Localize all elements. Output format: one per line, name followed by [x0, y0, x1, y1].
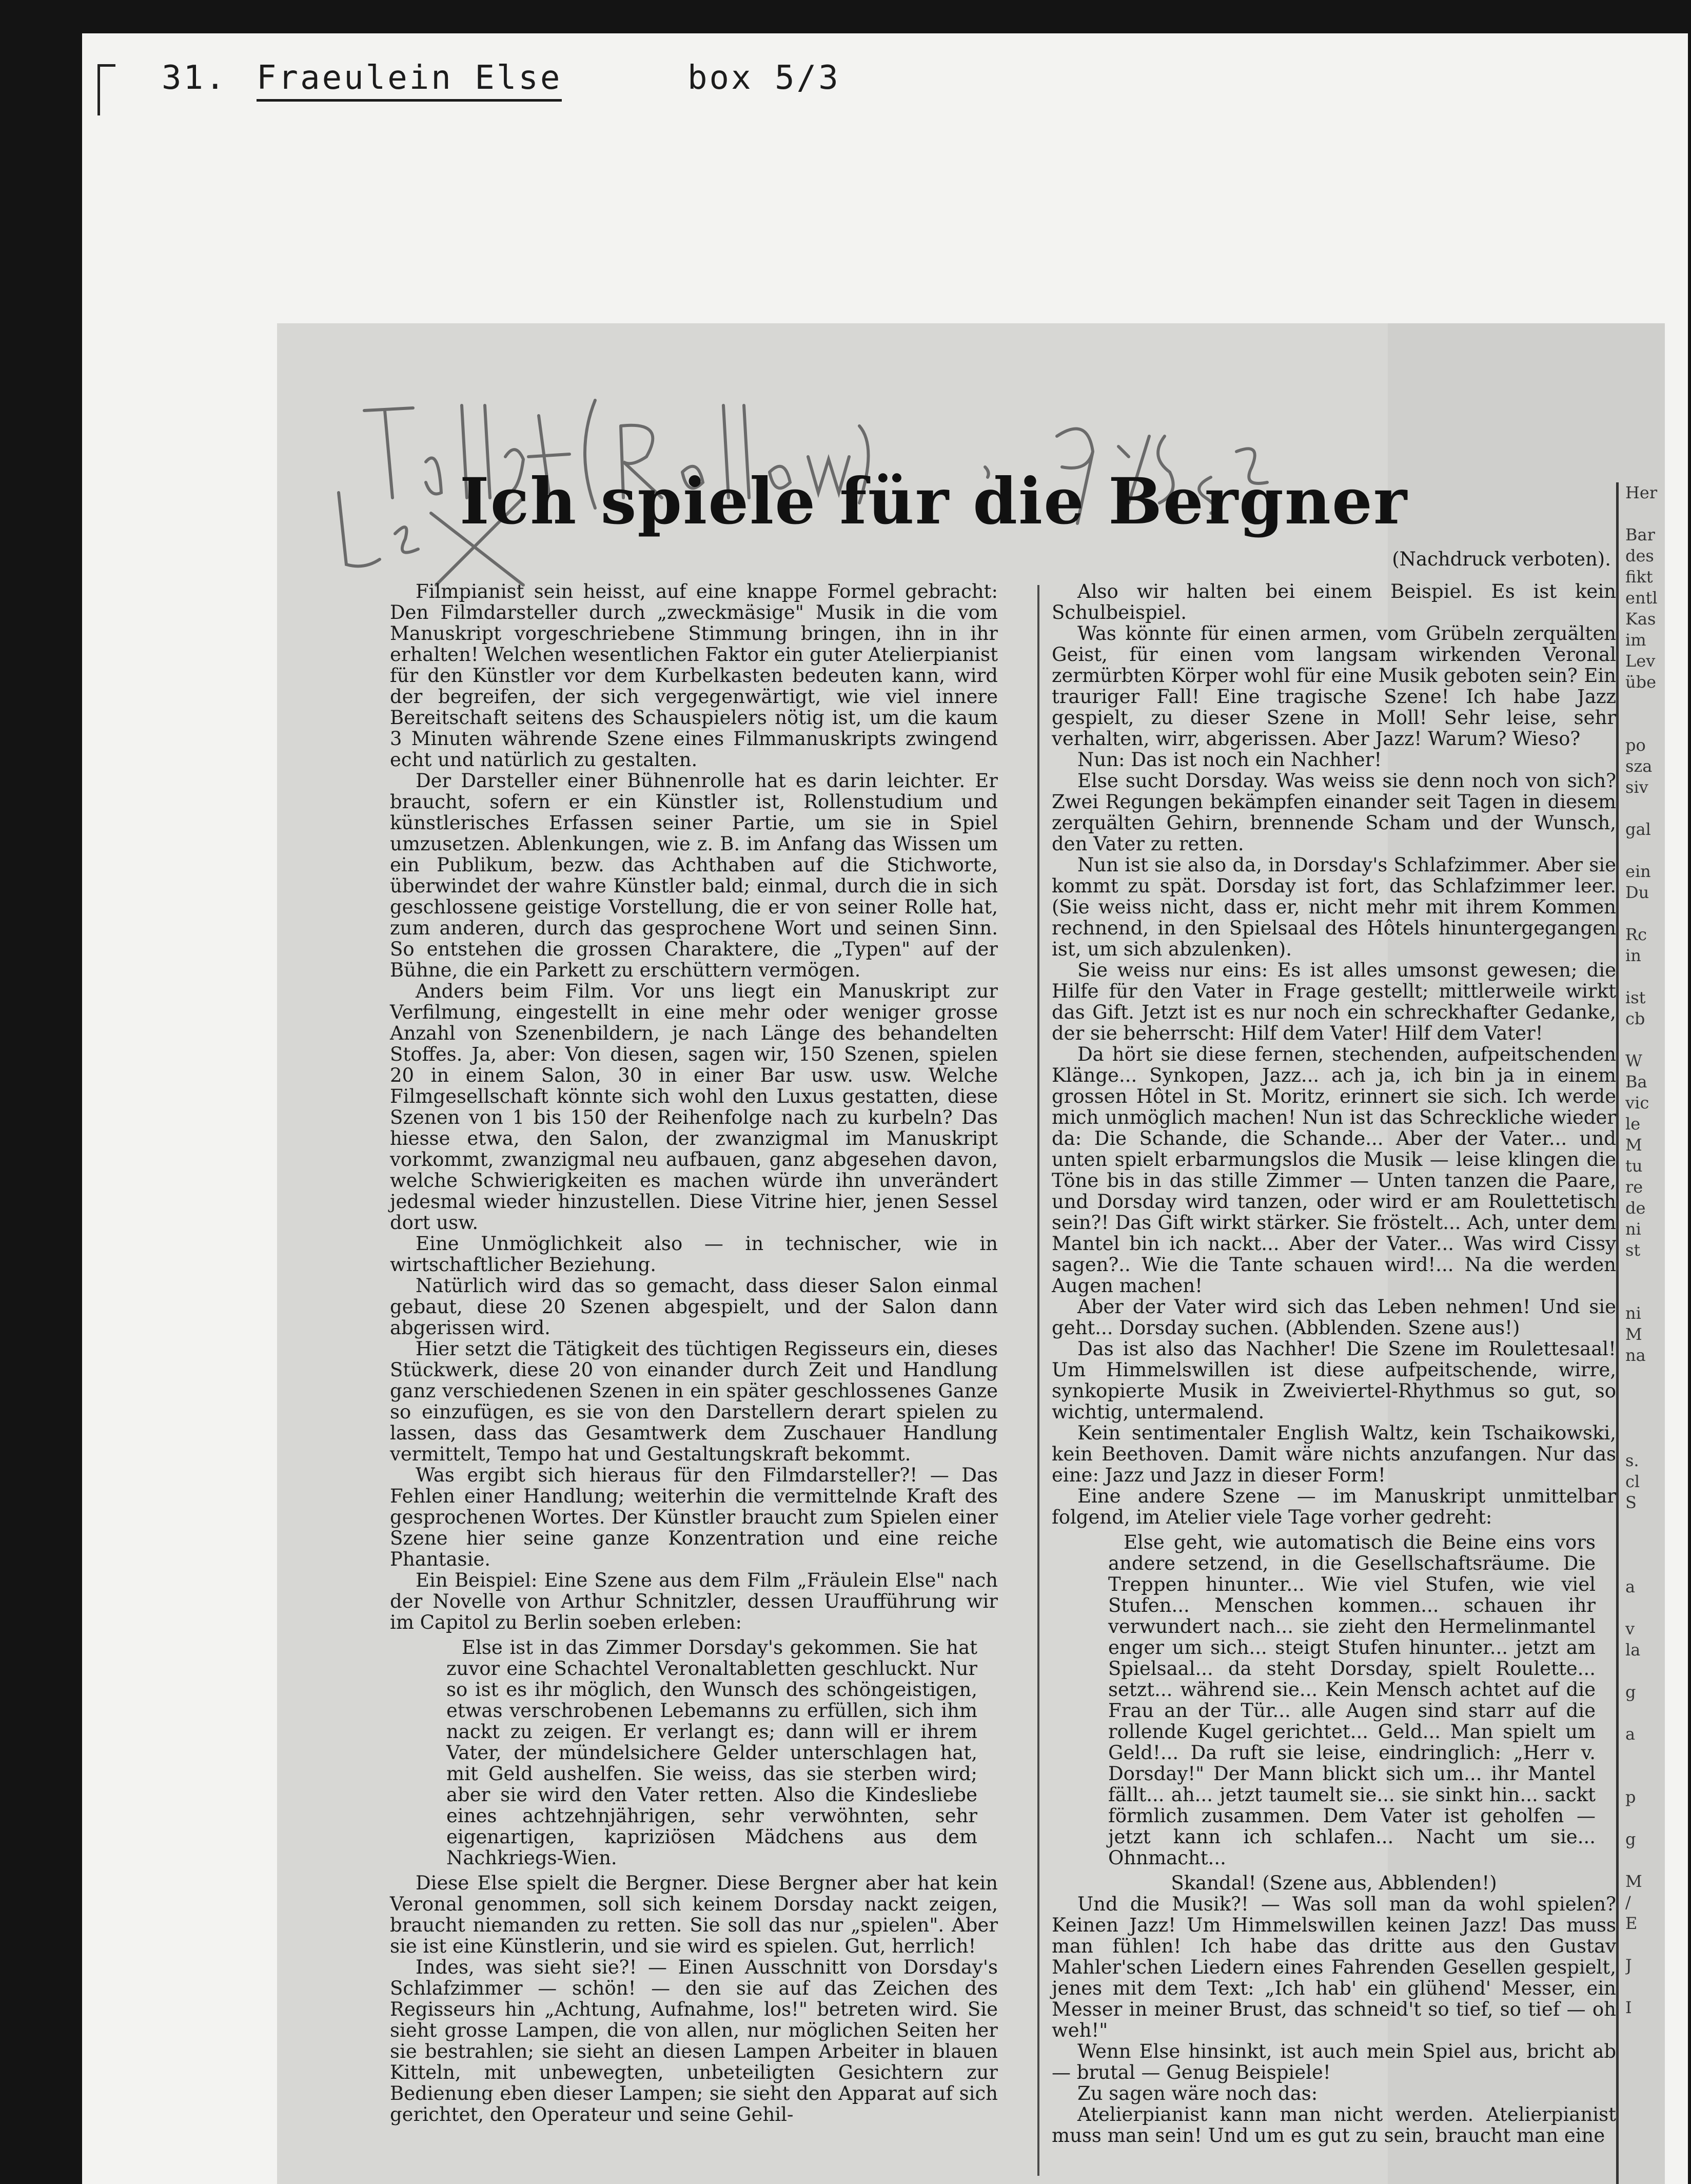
fragment-word: gal [1625, 820, 1651, 839]
fragment-word: Ba [1625, 1072, 1647, 1091]
corner-mark [97, 64, 115, 115]
paragraph: Kein sentimentaler English Waltz, kein Tschaikowski, kein Beethoven. Damit wäre nichts anzufangen. Nur das eine: Jazz und Jazz in dieser Form! [1052, 1422, 1616, 1486]
paragraph: Nun ist sie also da, in Dorsday's Schlafzimmer. Aber sie kommt zu spät. Dorsday ist fort, das Schlafzimmer leer. (Sie weiss nicht, dass er, nicht mehr mit ihrem Kommen rechnend, in den Spielsaal des Hôtels hinuntergegangen ist, um sich abzulenken). [1052, 854, 1616, 960]
fragment-word [1625, 1366, 1682, 1387]
fragment-word: Du [1625, 883, 1649, 902]
fragment-word [1625, 1261, 1682, 1282]
fragment-word [1625, 1766, 1682, 1787]
fragment-word: na [1625, 1346, 1646, 1365]
fragment-word: g [1625, 1829, 1636, 1849]
fragment-word [1625, 1555, 1682, 1576]
fragment-word: des [1625, 546, 1654, 566]
fragment-word: siv [1625, 777, 1648, 797]
paragraph: Ein Beispiel: Eine Szene aus dem Film „Fräulein Else" nach der Novelle von Arthur Schnitzler, dessen Uraufführung wir im Capitol zu Berlin soeben erleben: [390, 1569, 998, 1633]
reprint-notice: (Nachdruck verboten). [1392, 548, 1611, 570]
fragment-word: st [1625, 1240, 1641, 1260]
adjacent-column-fragments [1625, 482, 1682, 2018]
fragment-word: Bar [1625, 525, 1655, 544]
fragment-word: le [1625, 1114, 1641, 1134]
fragment-word: ist [1625, 988, 1646, 1007]
fragment-word [1625, 1513, 1682, 1534]
fragment-word [1625, 503, 1682, 524]
paragraph: Sie weiss nur eins: Es ist alles umsonst gewesen; die Hilfe für den Vater in Frage gestellt; mittlerweile wirkt das Gift. Jetzt ist es nur noch ein schreckhafter Gedanke, der sie beherrscht: Hilf dem Vater! Hilf dem Vater! [1052, 959, 1616, 1044]
fragment-word [1625, 1029, 1682, 1050]
fragment-word: tu [1625, 1156, 1643, 1176]
fragment-word: W [1625, 1051, 1642, 1070]
paragraph: Else ist in das Zimmer Dorsday's gekommen. Sie hat zuvor eine Schachtel Veronaltabletten geschluckt. Nur so ist es ihr möglich, den Wunsch des schöngeistigen, etwas verschrobenen Lebemanns zu erfüllen, sich ihm nackt zu zeigen. Er verlangt es; dann will er ihrem Vater, der mündelsichere Gelder unterschlagen hat, mit Geld aushelfen. Sie weiss, das sie sterben wird; aber sie wird den Vater retten. Also die Kindesliebe eines achtzehnjährigen, sehr verwöhnten, sehr eigenartigen, kapriziösen Mädchens aus dem Nachkriegs-Wien. [446, 1636, 977, 1869]
fragment-word: entl [1625, 588, 1658, 608]
fragment-word [1625, 903, 1682, 924]
article-left-column [390, 581, 998, 2125]
fragment-word: im [1625, 630, 1646, 650]
fragment-word: Her [1625, 483, 1658, 502]
fragment-word: ni [1625, 1303, 1641, 1323]
fragment-word: cb [1625, 1009, 1645, 1028]
fragment-word [1625, 798, 1682, 819]
paragraph: Indes, was sieht sie?! — Einen Ausschnitt von Dorsday's Schlafzimmer — schön! — den sie auf das Zeichen des Regisseurs hin „Achtung, Aufnahme, los!" betreten wird. Sie sieht grosse Lampen, die von allen, nur möglichen Seiten her sie bestrahlen; sie sieht an diesen Lampen Arbeiter in blauen Kitteln, mit unbewegten, unbeteiligten Gesichtern zur Bedienung eben dieser Lampen; sie sieht den Apparat auf sich gerichtet, den Operateur und seine Gehil- [390, 1956, 998, 2126]
paragraph: Atelierpianist kann man nicht werden. Atelierpianist muss man sein! Und um es gut zu sein, braucht man eine [1052, 2103, 1616, 2147]
fragment-word: v [1625, 1619, 1635, 1639]
fragment-word [1625, 966, 1682, 987]
fragment-word: in [1625, 946, 1641, 965]
fragment-word: E [1625, 1914, 1638, 1933]
fragment-word: a [1625, 1724, 1636, 1744]
article-right-column [1052, 581, 1616, 2146]
fragment-word: s. [1625, 1451, 1639, 1470]
fragment-word [1625, 840, 1682, 861]
fragment-word: S [1625, 1493, 1637, 1512]
fragment-word: sza [1625, 756, 1653, 776]
paragraph: Zu sagen wäre noch das: [1077, 2082, 1318, 2104]
fragment-word: ni [1625, 1219, 1641, 1239]
fragment-word [1625, 1387, 1682, 1408]
fragment-word: M [1625, 1135, 1642, 1155]
fragment-word: M [1625, 1871, 1642, 1891]
fragment-word: cl [1625, 1472, 1640, 1491]
paragraph: Der Darsteller einer Bühnenrolle hat es darin leichter. Er braucht, sofern er ein Künstler ist, Rollenstudium und künstlerisches Erfassen seiner Partie, um sie in Spiel umzusetzen. Ablenkungen, wie z. B. im Anfang das Wissen um ein Publikum, bezw. das Achthaben auf die Stichworte, überwindet der wahre Künstler bald; einmal, durch die in sich geschlossene geistige Vorstellung, die er von seiner Rolle hat, zum anderen, durch das gesprochene Wort und seinen Sinn. So entstehen die grossen Charaktere, die „Typen" auf der Bühne, die ein Parkett zu erschüttern vermögen. [390, 770, 998, 981]
fragment-word: / [1625, 1893, 1631, 1912]
paragraph: Else sucht Dorsday. Was weiss sie denn noch von sich? Zwei Regungen bekämpfen einander seit Tagen in diesem zerquälten Gehirn, brennende Scham und der Wunsch, den Vater zu retten. [1052, 770, 1616, 855]
fragment-word [1625, 1976, 1682, 1997]
paragraph: Da hört sie diese fernen, stechenden, aufpeitschenden Klänge... Synkopen, Jazz... ach ja, ich bin ja in einem grossen Hôtel in St. Moritz, erinnert sie sich. Ich werde mich unmöglich machen! Nun ist das Schreckliche wieder da: Die Schande, die Schande... Aber der Vater... und unten spielt erbarmungslos die Musik — leise klingen die Töne bis in das stille Zimmer — Unten tanzen die Paare, und Dorsday wird tanzen, oder wird er am Roulettetisch sein?! Das Gift wirkt stärker. Sie fröstelt... Ach, unter dem Mantel bin ich nackt... Aber der Vater... Was wird Cissy sagen?.. Wie die Tante schauen wird!... Na die werden Augen machen! [1052, 1043, 1616, 1297]
fragment-word: po [1625, 735, 1646, 755]
paragraph: Und die Musik?! — Was soll man da wohl spielen? Keinen Jazz! Um Himmelswillen keinen Jazz! Das muss man fühlen! Ich habe das dritte aus den Gustav Mahler'schen Liedern eines Fahrenden Gesellen gespielt, jenes mit dem Text: „Ich hab' ein glühend' Messer, ein Messer in meiner Brust, das schneid't so tief, so tief — oh weh!" [1052, 1893, 1616, 2041]
paragraph: Eine andere Szene — im Manuskript unmittelbar folgend, im Atelier viele Tage vorher gedreht: [1052, 1485, 1616, 1528]
fragment-word: ein [1625, 862, 1651, 881]
folder-number: 31. [162, 59, 227, 97]
fragment-word [1625, 1429, 1682, 1450]
paragraph: Das ist also das Nachher! Die Szene im Roulettesaal! Um Himmelswillen ist diese aufpeitschende, wirre, synkopierte Musik in Zweiviertel-Rhythmus so gut, so wichtig, untermalend. [1052, 1338, 1616, 1423]
paragraph: Natürlich wird das so gemacht, dass dieser Salon einmal gebaut, diese 20 Szenen abgespielt, und der Salon dann abgerissen wird. [390, 1275, 998, 1339]
fragment-word: p [1625, 1787, 1636, 1807]
paragraph: Also wir halten bei einem Beispiel. Es ist kein Schulbeispiel. [1052, 580, 1616, 623]
fragment-word [1625, 1534, 1682, 1555]
fragment-word [1625, 1850, 1682, 1871]
paragraph: Eine Unmöglichkeit also — in technischer, wie in wirtschaftlicher Beziehung. [390, 1233, 998, 1276]
paragraph: Else geht, wie automatisch die Beine eins vors andere setzend, in die Gesellschaftsräume. Die Treppen hinunter... Wie viel Stufen, wie viel Stufen... Menschen kommen... schauen ihr verwundert nach... sie zieht den Hermelinmantel enger um sich... steigt Stufen hinunter... jetzt am Spielsaal... da steht Dorsday, spielt Roulette... setzt... während sie... Kein Mensch achtet auf die Frau an der Tür... alle Augen sind starr auf die rollende Kugel gerichtet... Geld... Man spielt um Geld!... Da ruft sie leise, eindringlich: „Herr v. Dorsday!" Der Mann blickt sich um... ihr Mantel fällt... ah... jetzt taumelt sie... sie sinkt hin... sackt förmlich zusammen. Dem Vater ist geholfen — jetzt kann ich schlafen... Nacht um sie... Ohnmacht... [1108, 1531, 1596, 1869]
paragraph: Was könnte für einen armen, vom Grübeln zerquälten Geist, für einen vom langsam wirkenden Veronal zermürbten Körper wohl für eine Musik geboten sein? Ein trauriger Fall! Eine tragische Szene! Ich habe Jazz gespielt, zu dieser Szene in Moll! Sehr leise, sehr verhalten, wirr, abgerissen. Aber Jazz! Warum? Wieso? [1052, 622, 1616, 750]
fragment-word: übe [1625, 672, 1657, 692]
fragment-word: de [1625, 1198, 1646, 1218]
paragraph: Filmpianist sein heisst, auf eine knappe Formel gebracht: Den Filmdarsteller durch „zweckmäsige" Musik in die vom Manuskript vorgeschriebene Stimmung bringen, ihn in ihr erhalten! Welchen wesentlichen Faktor ein guter Atelierpianist für den Künstler vor dem Kurbelkasten bedeuten kann, wird der begreifen, der sich vergegenwärtigt, wie viel innere Bereitschaft seitens des Schauspielers nötig ist, um die kaum 3 Minuten währende Szene eines Filmmanuskripts zwingend echt und natürlich zu gestalten. [390, 580, 998, 771]
paragraph: Skandal! (Szene aus, Abblenden!) [1171, 1872, 1497, 1894]
paragraph: Diese Else spielt die Bergner. Diese Bergner aber hat kein Veronal genommen, soll sich keinem Dorsday nackt zeigen, braucht niemanden zu retten. Sie soll das nur „spielen". Aber sie ist eine Künstlerin, und sie wird es spielen. Gut, herrlich! [390, 1872, 998, 1957]
fragment-word [1625, 1934, 1682, 1955]
column-rule [1616, 482, 1619, 2184]
fragment-word: a [1625, 1577, 1636, 1596]
paragraph: Nun: Das ist noch ein Nachher! [1077, 749, 1382, 771]
fragment-word: I [1625, 1998, 1632, 2017]
box-label: box 5/3 [687, 59, 840, 97]
article-headline: Ich spiele für die Bergner [459, 464, 1408, 539]
fragment-word: Kas [1625, 609, 1656, 629]
fragment-word: J [1625, 1956, 1632, 1975]
middle-column-rule [1037, 585, 1039, 2176]
fragment-word: la [1625, 1640, 1641, 1660]
fragment-word [1625, 1408, 1682, 1429]
fragment-word: re [1625, 1177, 1643, 1197]
fragment-word [1625, 1282, 1682, 1303]
fragment-word: g [1625, 1682, 1636, 1702]
fragment-word: vic [1625, 1093, 1649, 1113]
fragment-word [1625, 693, 1682, 714]
paragraph: Aber der Vater wird sich das Leben nehmen! Und sie geht... Dorsday suchen. (Abblenden. Szene aus!) [1052, 1296, 1616, 1339]
fragment-word [1625, 1745, 1682, 1766]
paragraph: Was ergibt sich hieraus für den Filmdarsteller?! — Das Fehlen einer Handlung; weiterhin die vermittelnde Kraft des gesprochenen Wortes. Der Künstler braucht zum Spielen einer Szene hier seine ganze Konzentration und eine reiche Phantasie. [390, 1464, 998, 1570]
fragment-word [1625, 1808, 1682, 1829]
fragment-word: Lev [1625, 651, 1656, 671]
fragment-word [1625, 714, 1682, 735]
paragraph: Anders beim Film. Vor uns liegt ein Manuskript zur Verfilmung, eingestellt in eine mehr oder weniger grosse Anzahl von Szenenbildern, je nach Länge des behandelten Stoffes. Ja, aber: Von diesen, sagen wir, 150 Szenen, spielen 20 in einem Salon, 30 in einer Bar usw. usw. Welche Filmgesellschaft könnte sich wohl den Luxus gestatten, diese Szenen von 1 bis 150 der Reihenfolge nach zu kurbeln? Das hiesse etwa, den Salon, der zwanzigmal im Manuskript vorkommt, zwanzigmal neu aufbauen, ganz abgesehen davon, welche Schwierigkeiten es machen würde ihn unverändert jedesmal wieder hinzustellen. Diese Vitrine hier, jenen Sessel dort usw. [390, 980, 998, 1234]
paragraph: Wenn Else hinsinkt, ist auch mein Spiel aus, bricht ab — brutal — Genug Beispiele! [1052, 2040, 1616, 2083]
fragment-word: fikt [1625, 567, 1653, 587]
fragment-word [1625, 1661, 1682, 1682]
fragment-word [1625, 1703, 1682, 1724]
fragment-word [1625, 1597, 1682, 1619]
fragment-word: Rc [1625, 925, 1647, 944]
paragraph: Hier setzt die Tätigkeit des tüchtigen Regisseurs ein, dieses Stückwerk, diese 20 von einander durch Zeit und Handlung ganz verschiedenen Szenen in ein später geschlossenes Ganze so einzufügen, es sie von den Darstellern derart spielen zu lassen, dass das Gesamtwerk dem Zuschauer Handlung vermittelt, Tempo hat und Gestaltungskraft bekommt. [390, 1338, 998, 1465]
fragment-word: M [1625, 1324, 1642, 1344]
folder-title: Fraeulein Else [257, 59, 562, 102]
